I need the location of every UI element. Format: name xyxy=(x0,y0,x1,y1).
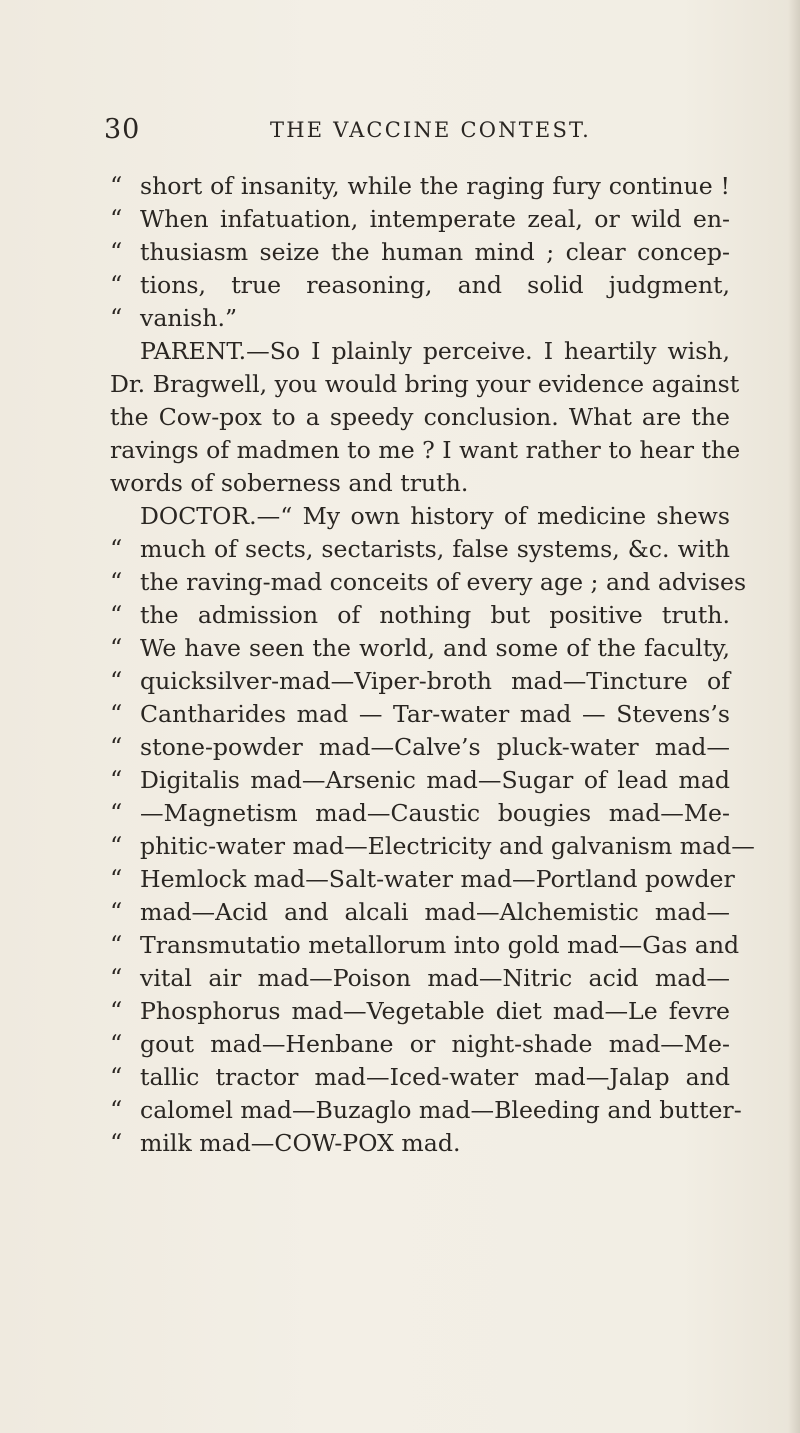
page-header xyxy=(0,114,800,154)
line-text: vital air mad—Poison mad—Nitric acid mad— xyxy=(140,964,730,992)
running-title: THE VACCINE CONTEST. xyxy=(270,118,592,142)
quote-mark: “ xyxy=(110,1096,123,1124)
line-text: quicksilver-mad—Viper-broth mad—Tincture of xyxy=(140,667,730,695)
text-line xyxy=(110,203,730,236)
line-text: Dr. Bragwell, you would bring your evidence against xyxy=(110,370,740,398)
text-line xyxy=(110,170,730,203)
line-text: tallic tractor mad—Iced-water mad—Jalap and xyxy=(140,1063,730,1091)
text-line xyxy=(110,269,730,302)
text-line xyxy=(110,830,755,863)
text-line xyxy=(110,566,747,599)
quote-mark: “ xyxy=(110,700,123,728)
quote-mark: “ xyxy=(110,271,123,299)
text-line xyxy=(110,500,730,533)
line-text: gout mad—Henbane or night-shade mad—Me- xyxy=(140,1030,730,1058)
line-text: words of soberness and truth. xyxy=(110,469,469,497)
line-text: calomel mad—Buzaglo mad—Bleeding and butter- xyxy=(140,1096,742,1124)
quote-mark: “ xyxy=(110,964,123,992)
text-line xyxy=(110,929,740,962)
text-line xyxy=(110,368,740,401)
text-line xyxy=(110,302,730,335)
line-text: mad—Acid and alcali mad—Alchemistic mad— xyxy=(140,898,730,926)
line-text: We have seen the world, and some of the faculty, xyxy=(140,634,730,662)
text-line xyxy=(110,632,730,665)
text-line xyxy=(110,797,730,830)
line-text: milk mad—COW-POX mad. xyxy=(140,1129,461,1157)
line-text: ravings of madmen to me ? I want rather to hear the xyxy=(110,436,741,464)
line-text: tions, true reasoning, and solid judgment, xyxy=(140,271,730,299)
quote-mark: “ xyxy=(110,304,123,332)
line-text: the raving-mad conceits of every age ; and advises xyxy=(140,568,747,596)
quote-mark: “ xyxy=(110,634,123,662)
text-line xyxy=(110,599,730,632)
quote-mark: “ xyxy=(110,733,123,761)
text-line xyxy=(110,665,730,698)
line-text: Phosphorus mad—Vegetable diet mad—Le fevre xyxy=(140,997,730,1025)
quote-mark: “ xyxy=(110,832,123,860)
page-number: 30 xyxy=(104,114,141,145)
line-text: DOCTOR.—“ My own history of medicine shews xyxy=(140,502,730,530)
text-line xyxy=(110,896,730,929)
quote-mark: “ xyxy=(110,205,123,233)
text-line xyxy=(110,335,730,368)
text-line xyxy=(110,863,735,896)
text-line xyxy=(110,962,730,995)
quote-mark: “ xyxy=(110,535,123,563)
text-line xyxy=(110,533,730,566)
line-text: Hemlock mad—Salt-water mad—Portland powder xyxy=(140,865,735,893)
text-line xyxy=(110,1061,730,1094)
text-line xyxy=(110,731,730,764)
quote-mark: “ xyxy=(110,1063,123,1091)
quote-mark: “ xyxy=(110,568,123,596)
quote-mark: “ xyxy=(110,667,123,695)
line-text: much of sects, sectarists, false systems, &c. with xyxy=(140,535,730,563)
quote-mark: “ xyxy=(110,799,123,827)
text-line xyxy=(110,434,741,467)
text-line xyxy=(110,1094,742,1127)
quote-mark: “ xyxy=(110,172,123,200)
quote-mark: “ xyxy=(110,931,123,959)
text-line xyxy=(110,467,730,500)
line-text: short of insanity, while the raging fury continue ! xyxy=(140,172,730,200)
text-line xyxy=(110,1028,730,1061)
line-text: stone-powder mad—Calve’s pluck-water mad— xyxy=(140,733,730,761)
text-line xyxy=(110,764,730,797)
quote-mark: “ xyxy=(110,238,123,266)
line-text: the Cow-pox to a speedy conclusion. What are the xyxy=(110,403,730,431)
quote-mark: “ xyxy=(110,865,123,893)
line-text: the admission of nothing but positive truth. xyxy=(140,601,730,629)
text-line xyxy=(110,401,730,434)
quote-mark: “ xyxy=(110,1030,123,1058)
quote-mark: “ xyxy=(110,1129,123,1157)
line-text: thusiasm seize the human mind ; clear concep- xyxy=(140,238,730,266)
text-line xyxy=(110,1127,730,1160)
line-text: Cantharides mad — Tar-water mad — Stevens’s xyxy=(140,700,730,728)
line-text: When infatuation, intemperate zeal, or wild en- xyxy=(140,205,730,233)
text-line xyxy=(110,698,730,731)
line-text: Digitalis mad—Arsenic mad—Sugar of lead mad xyxy=(140,766,730,794)
quote-mark: “ xyxy=(110,997,123,1025)
quote-mark: “ xyxy=(110,898,123,926)
line-text: Transmutatio metallorum into gold mad—Gas and xyxy=(140,931,740,959)
quote-mark: “ xyxy=(110,766,123,794)
body-text xyxy=(110,170,755,1160)
line-text: vanish.” xyxy=(140,304,238,332)
line-text: phitic-water mad—Electricity and galvanism mad— xyxy=(140,832,755,860)
line-text: —Magnetism mad—Caustic bougies mad—Me- xyxy=(140,799,730,827)
text-line xyxy=(110,995,730,1028)
text-line xyxy=(110,236,730,269)
quote-mark: “ xyxy=(110,601,123,629)
line-text: PARENT.—So I plainly perceive. I heartily wish, xyxy=(140,337,730,365)
page-edge-shadow xyxy=(788,0,800,1433)
